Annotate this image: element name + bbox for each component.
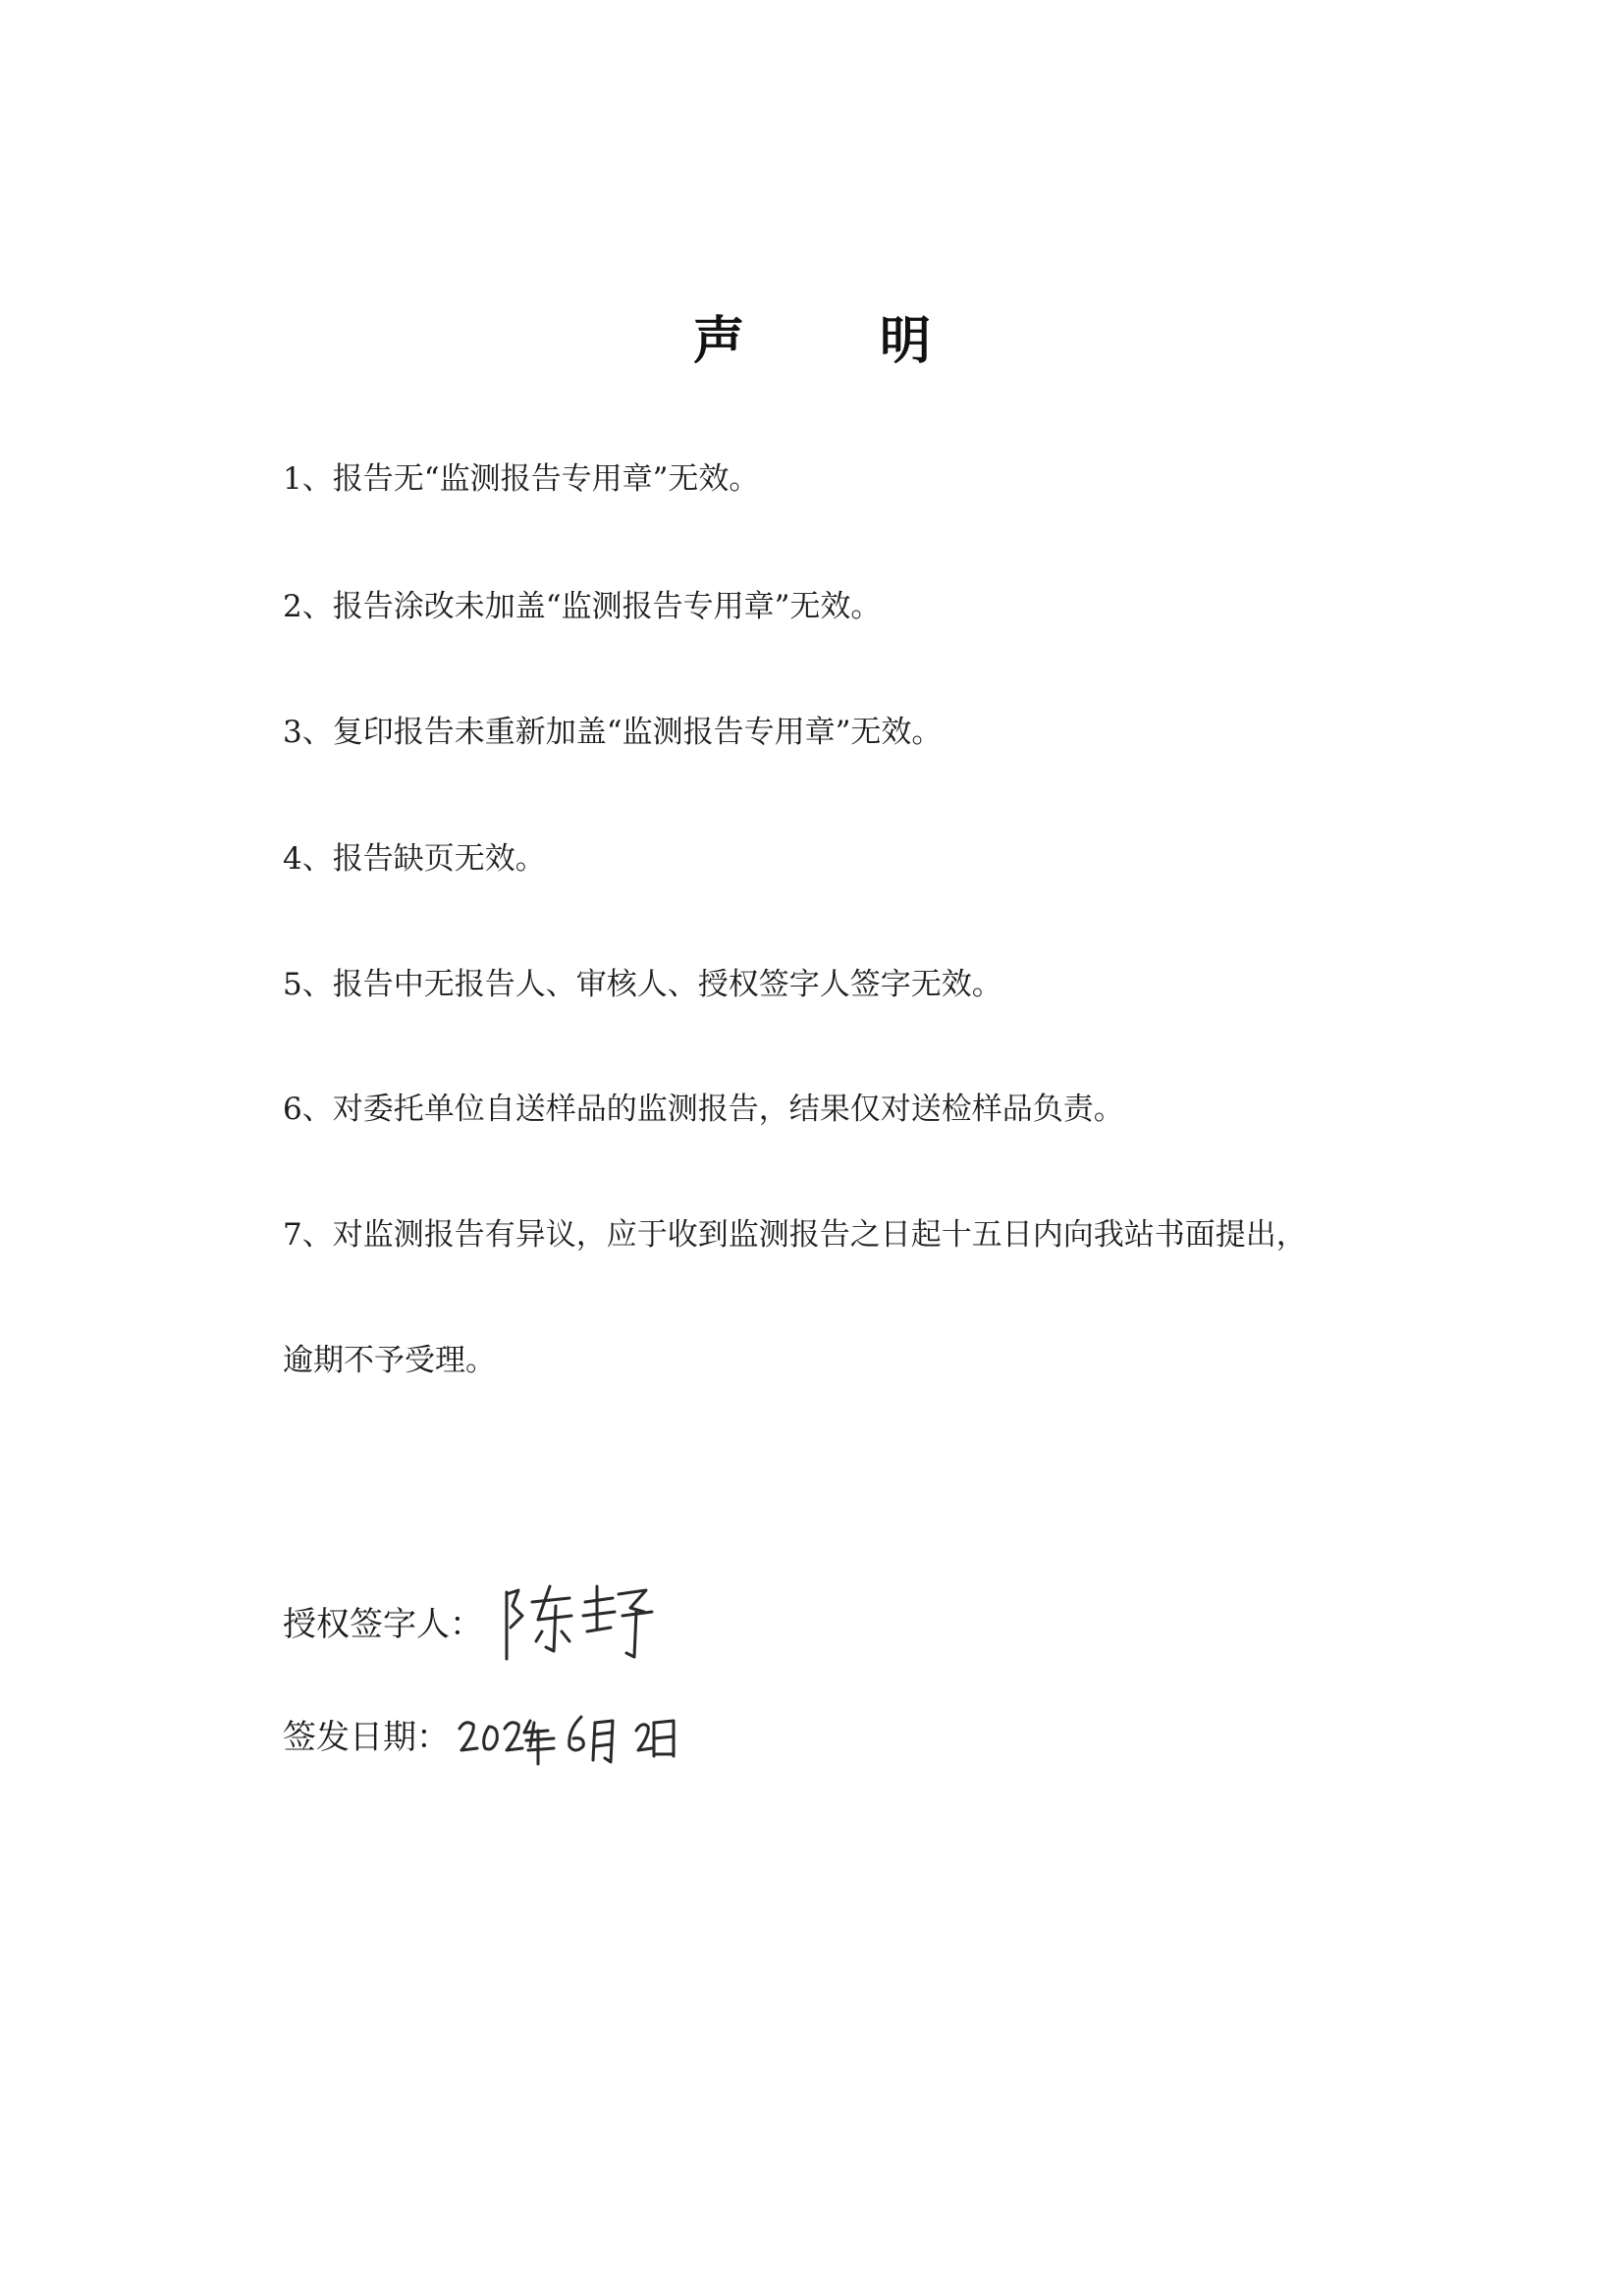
clause-7: 7、对监测报告有异议，应于收到监测报告之日起十五日内向我站书面提出， [283, 1217, 1307, 1253]
clause-6: 6、对委托单位自送样品的监测报告，结果仅对送检样品负责。 [283, 1092, 1124, 1127]
clause-2: 2、报告涂改未加盖“监测报告专用章”无效。 [283, 589, 882, 624]
handwritten-signature [499, 1573, 666, 1666]
page-title: 声 明 [692, 311, 991, 371]
signatory-label: 授权签字人： [283, 1605, 483, 1644]
issue-date-label: 签发日期： [283, 1718, 450, 1757]
clause-4: 4、报告缺页无效。 [283, 841, 546, 877]
clause-3: 3、复印报告未重新加盖“监测报告专用章”无效。 [283, 715, 943, 750]
clause-7-continuation: 逾期不予受理。 [283, 1343, 496, 1378]
handwritten-date [452, 1703, 697, 1772]
clause-5: 5、报告中无报告人、审核人、授权签字人签字无效。 [283, 967, 1002, 1002]
clause-1: 1、报告无“监测报告专用章”无效。 [283, 461, 760, 497]
